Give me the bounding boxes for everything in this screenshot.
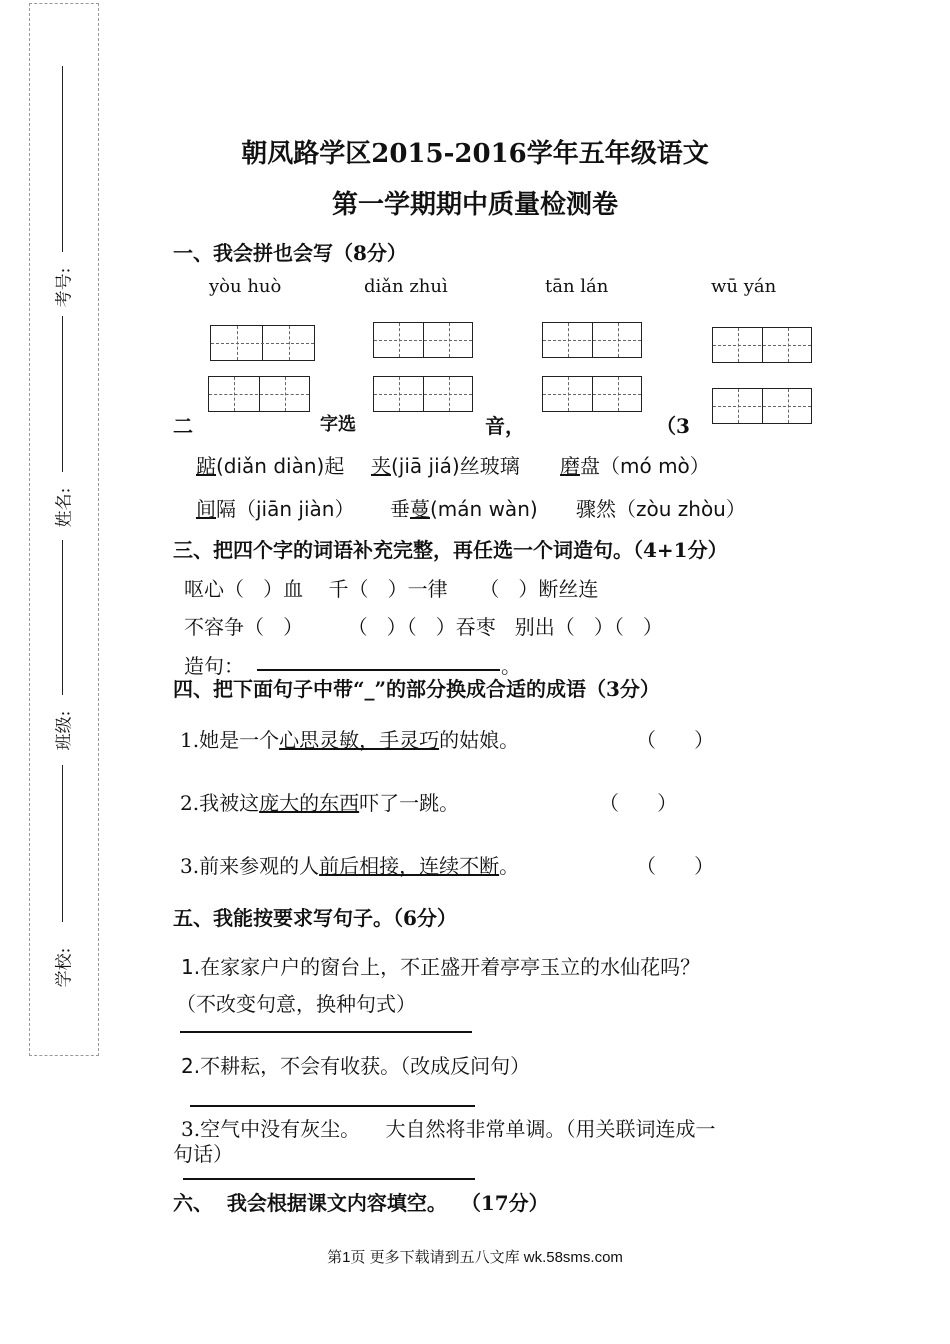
sidebar-line-name <box>62 316 63 472</box>
section5-answer-line-3[interactable] <box>183 1178 475 1180</box>
pinyin-3: tān lán <box>545 276 609 297</box>
pinyin-1: yòu huò <box>209 276 282 297</box>
section3-answer-line[interactable] <box>257 669 500 671</box>
section5-heading: 五、我能按要求写句子。（6分） <box>173 906 457 930</box>
section4-blank-2[interactable]: （ ） <box>599 791 678 815</box>
section1-heading: 一、我会拼也会写（8分） <box>173 241 407 265</box>
section5-answer-line-1[interactable] <box>180 1031 472 1033</box>
sidebar-label-class: 班级: <box>54 710 75 751</box>
section2-item-4: 间隔（jiān jiàn） <box>196 497 355 521</box>
writing-grid-7[interactable] <box>542 376 642 412</box>
sidebar-line-class <box>62 540 63 695</box>
section5-q3-line1: 3.空气中没有灰尘。 大自然将非常单调。（用关联词连成一 <box>181 1117 716 1141</box>
section5-q1-requirement: （不改变句意，换种句式） <box>176 992 416 1016</box>
section3-row-2: 不容争（ ） （ ）（ ）吞枣 别出（ ）（ ） <box>184 615 663 639</box>
page-footer: 第1页 更多下载请到五八文库 wk.58sms.com <box>327 1249 623 1266</box>
section2-heading-start: 二 <box>173 414 193 438</box>
section3-row-1: 呕心（ ）血 千（ ）一律 （ ）断丝连 <box>184 577 599 601</box>
section5-q1: 1.在家家户户的窗台上，不正盛开着亭亭玉立的水仙花吗？ <box>181 955 701 979</box>
section5-q2: 2.不耕耘，不会有收获。（改成反问句） <box>181 1054 531 1078</box>
section2-item-5: 垂蔓(mán wàn) <box>390 497 538 521</box>
section3-heading: 三、把四个字的词语补充完整，再任选一个词造句。（4+1分） <box>173 538 728 562</box>
writing-grid-4[interactable] <box>712 327 812 363</box>
section4-item-3: 3.前来参观的人前后相接，连续不断。 <box>180 854 520 878</box>
section2-heading-mid1: 字选 <box>320 414 356 435</box>
section4-item-1: 1.她是一个心思灵敏，手灵巧的姑娘。 <box>180 728 520 752</box>
section4-blank-1[interactable]: （ ） <box>636 728 715 752</box>
section3-sentence-label: 造句： <box>184 654 244 678</box>
writing-grid-6[interactable] <box>373 376 473 412</box>
sidebar-line-school <box>62 765 63 922</box>
section6-heading: 六、 我会根据课文内容填空。 （17分） <box>173 1191 549 1215</box>
writing-grid-1[interactable] <box>210 325 315 361</box>
section4-blank-3[interactable]: （ ） <box>636 854 715 878</box>
section4-item-2: 2.我被这庞大的东西吓了一跳。 <box>180 791 460 815</box>
section2-item-2: 夹(jiā jiá)丝玻璃 <box>371 454 520 478</box>
writing-grid-3[interactable] <box>542 322 642 358</box>
writing-grid-2[interactable] <box>373 322 473 358</box>
sidebar-label-school: 学校: <box>54 947 75 988</box>
section2-item-1: 踮(diǎn diàn)起 <box>196 454 345 478</box>
section2-item-6: 骤然（zòu zhòu） <box>576 497 746 521</box>
sidebar-label-name: 姓名: <box>54 487 75 528</box>
section2-heading-mid2: 音， <box>485 414 525 438</box>
section5-q3-line2: 句话） <box>173 1142 233 1166</box>
sidebar-label-exam-number: 考号: <box>54 267 75 308</box>
section5-answer-line-2[interactable] <box>190 1105 475 1107</box>
writing-grid-5[interactable] <box>208 376 310 412</box>
section4-heading: 四、把下面句子中带“_”的部分换成合适的成语（3分） <box>173 677 660 701</box>
section3-sentence-end: 。 <box>501 654 521 678</box>
section2-item-3: 磨盘（mó mò） <box>560 454 710 478</box>
exam-title-line1: 朝凤路学区2015-2016学年五年级语文 <box>241 139 709 169</box>
exam-title-line2: 第一学期期中质量检测卷 <box>331 190 618 220</box>
writing-grid-8[interactable] <box>712 388 812 424</box>
pinyin-4: wū yán <box>711 276 777 297</box>
section2-heading-end: （3 <box>656 414 690 438</box>
pinyin-2: diǎn zhuì <box>364 276 448 297</box>
